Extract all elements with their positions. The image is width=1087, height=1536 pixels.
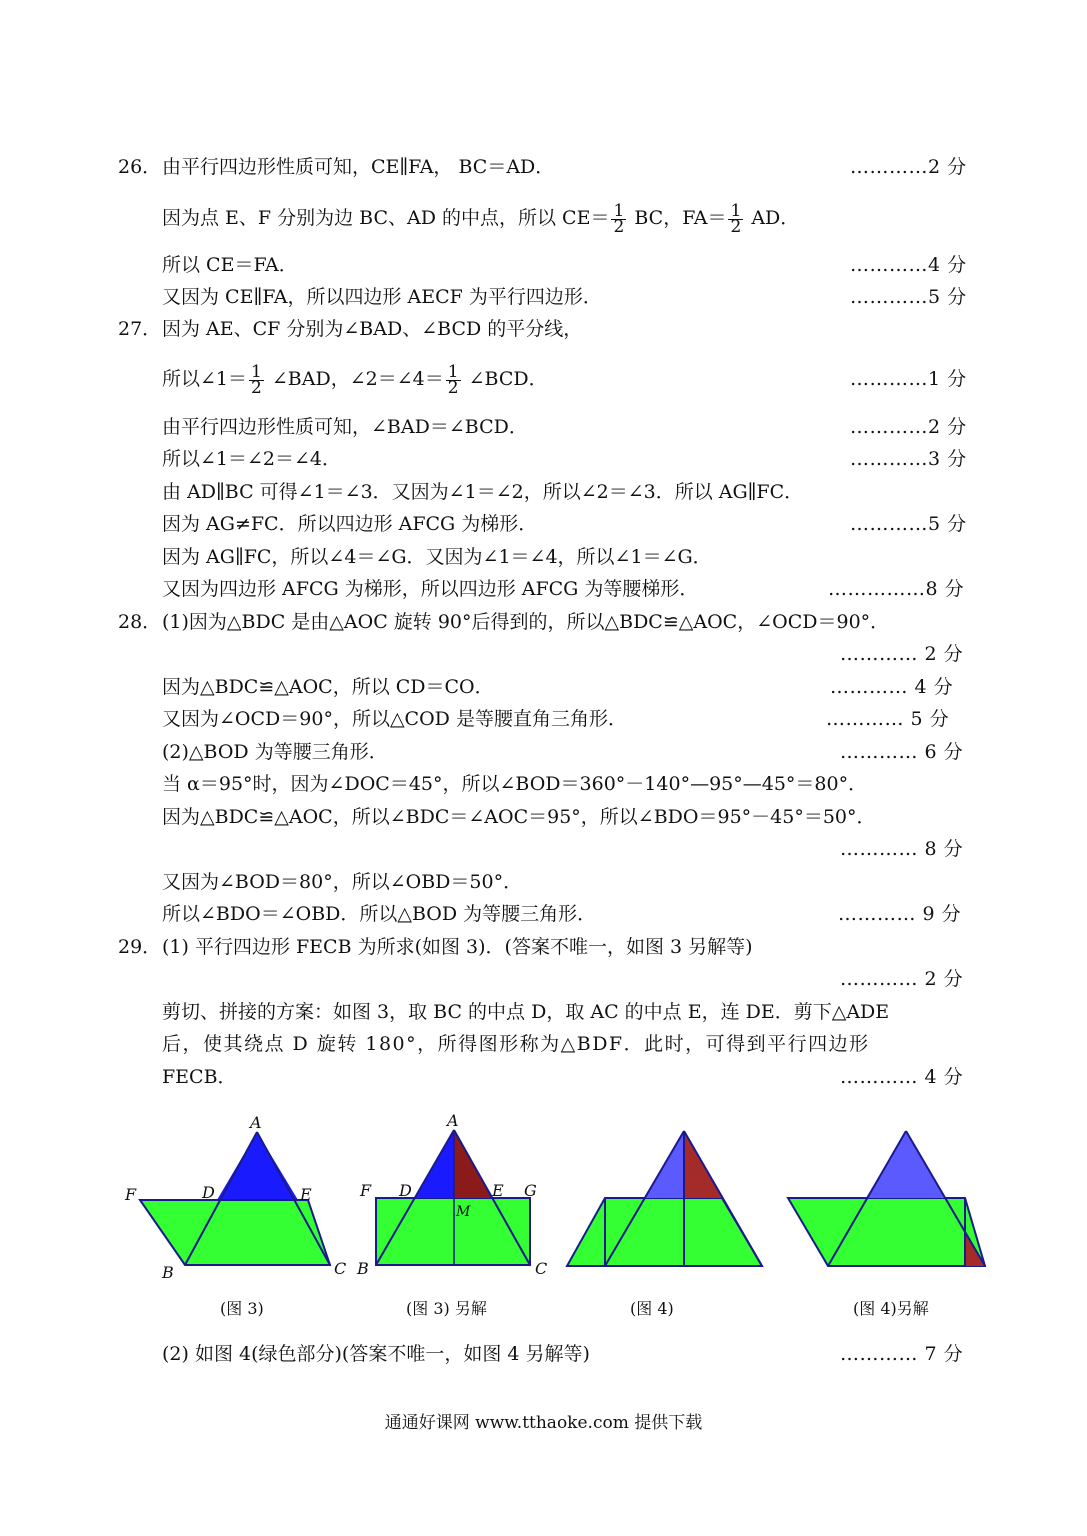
q28-text-10: 所以∠BDO＝∠OBD．所以△BOD 为等腰三角形． (162, 903, 597, 925)
label-b: B (162, 1263, 174, 1282)
label-g: G (524, 1181, 537, 1200)
label-b: B (357, 1259, 369, 1278)
figures-svg (0, 1108, 1087, 1308)
label-c: C (535, 1259, 548, 1278)
q27-line-3 (0, 413, 1087, 441)
q27-line-8 (0, 575, 1087, 603)
q29-line-6 (0, 1340, 1087, 1368)
score: …………2 分 (850, 156, 967, 178)
score: …………5 分 (850, 286, 967, 308)
question-number: 28． (118, 611, 162, 633)
score: …………5 分 (850, 513, 967, 535)
q29-text-6: (2) 如图 4(绿色部分)(答案不唯一，如图 4 另解等) (162, 1343, 590, 1365)
q26-line-4 (0, 283, 1087, 311)
q27-text-1: 因为 AE、CF 分别为∠BAD、∠BCD 的平分线， (162, 318, 583, 340)
q27-text-2a: 所以∠1＝ (162, 368, 248, 390)
fraction-half: $\frac{1}{2}$ (251, 361, 262, 398)
q26-text-2b: BC，FA＝ (628, 207, 727, 229)
q27-line-1 (0, 315, 1087, 343)
q27-line-6 (0, 510, 1087, 538)
score: …………4 分 (850, 254, 967, 276)
label-d: D (399, 1181, 412, 1200)
score: ………… 8 分 (840, 838, 964, 860)
score: ……………8 分 (828, 578, 965, 600)
score: ………… 5 分 (826, 708, 950, 730)
figure-3 (124, 1113, 346, 1282)
q29-text-3: 剪切、拼接的方案：如图 3，取 BC 的中点 D，取 AC 的中点 E，连 DE．剪下△ADE (162, 1001, 890, 1023)
q27-text-2c: ∠BCD． (462, 368, 548, 390)
q27-line-5 (0, 478, 1087, 506)
score: ………… 2 分 (840, 643, 964, 665)
figure-caption: (图 4)另解 (853, 1299, 929, 1318)
question-number: 29． (118, 936, 162, 958)
label-a: A (447, 1111, 459, 1130)
q27-line-2 (0, 362, 1087, 396)
q26-line-2 (0, 201, 1087, 235)
figure-caption: (图 4) (630, 1299, 674, 1318)
q29-line-3 (0, 998, 1087, 1026)
q28-text-5: (2)△BOD 为等腰三角形． (162, 741, 388, 763)
q26-line-3 (0, 251, 1087, 279)
q26-text-1: 由平行四边形性质可知，CE∥FA， BC＝AD． (162, 156, 555, 178)
q28-line-7 (0, 803, 1087, 831)
fraction-half: $\frac{1}{2}$ (613, 200, 625, 237)
q26-text-2a: 因为点 E、F 分别为边 BC、AD 的中点，所以 CE＝ (162, 207, 610, 229)
q28-line-2 (0, 640, 1087, 668)
q29-line-4 (0, 1030, 1087, 1058)
q27-text-7: 因为 AG∥FC，所以∠4＝∠G．又因为∠1＝∠4，所以∠1＝∠G． (162, 546, 712, 568)
q28-line-1 (0, 608, 1087, 636)
q28-line-8 (0, 835, 1087, 863)
label-e: E (300, 1185, 312, 1204)
score: …………2 分 (850, 416, 967, 438)
q28-line-4 (0, 705, 1087, 733)
label-f: F (360, 1181, 372, 1200)
q27-line-4 (0, 445, 1087, 473)
figure-3-alt (356, 1111, 547, 1278)
q29-text-4: 后，使其绕点 D 旋转 180°，所得图形称为△BDF．此时，可得到平行四边形 (162, 1033, 870, 1055)
score: ………… 2 分 (840, 968, 964, 990)
q29-text-1: (1) 平行四边形 FECB 为所求(如图 3)．(答案不唯一，如图 3 另解等) (162, 936, 753, 958)
green-rectangle (376, 1198, 530, 1265)
fraction-half: $\frac{1}{2}$ (730, 200, 742, 237)
q28-line-3 (0, 673, 1087, 701)
q28-line-6 (0, 770, 1087, 798)
q28-text-7: 因为△BDC≌△AOC，所以∠BDC＝∠AOC＝95°，所以∠BDO＝95°－45°＝50°． (162, 806, 876, 828)
score: …………1 分 (850, 368, 967, 390)
q28-text-4: 又因为∠OCD＝90°，所以△COD 是等腰直角三角形． (162, 708, 627, 730)
score: ………… 9 分 (838, 903, 962, 925)
label-d: D (202, 1183, 215, 1202)
q27-text-2b: ∠BAD，∠2＝∠4＝ (265, 368, 444, 390)
q29-line-2 (0, 965, 1087, 993)
q27-text-3: 由平行四边形性质可知，∠BAD＝∠BCD． (162, 416, 528, 438)
q28-line-10 (0, 900, 1087, 928)
figure-4-alt (788, 1131, 985, 1266)
question-number: 26． (118, 156, 162, 178)
label-c: C (334, 1259, 347, 1278)
q28-text-6: 当 α＝95°时，因为∠DOC＝45°，所以∠BOD＝360°－140°—95°—45°＝80°． (162, 773, 868, 795)
figure-caption: (图 3) 另解 (406, 1299, 487, 1318)
q26-text-2c: AD． (745, 207, 800, 229)
score: ………… 7 分 (840, 1343, 964, 1365)
q28-text-3: 因为△BDC≌△AOC，所以 CD＝CO． (162, 676, 494, 698)
q28-text-9: 又因为∠BOD＝80°，所以∠OBD＝50°． (162, 871, 523, 893)
q29-text-5: FECB． (162, 1066, 237, 1088)
green-region (788, 1198, 985, 1266)
score: ………… 4 分 (830, 676, 954, 698)
score: ………… 6 分 (840, 741, 964, 763)
q29-line-5 (0, 1063, 1087, 1091)
figure-4 (567, 1131, 762, 1266)
q29-line-1 (0, 933, 1087, 961)
q27-text-8: 又因为四边形 AFCG 为梯形，所以四边形 AFCG 为等腰梯形． (162, 578, 699, 600)
q28-line-9 (0, 868, 1087, 896)
green-region (567, 1198, 762, 1266)
label-m: M (456, 1204, 471, 1220)
q28-text-1: (1)因为△BDC 是由△AOC 旋转 90°后得到的，所以△BDC≌△AOC，∠OCD＝90°． (162, 611, 890, 633)
score: ………… 4 分 (840, 1066, 964, 1088)
q27-text-4: 所以∠1＝∠2＝∠4． (162, 448, 342, 470)
score: …………3 分 (850, 448, 967, 470)
q27-line-7 (0, 543, 1087, 571)
blue-triangle (217, 1132, 298, 1200)
green-parallelogram (140, 1200, 330, 1265)
q28-line-5 (0, 738, 1087, 766)
q26-text-3: 所以 CE＝FA． (162, 254, 298, 276)
question-number: 27． (118, 318, 162, 340)
label-f: F (125, 1185, 137, 1204)
figure-caption: (图 3) (220, 1299, 264, 1318)
label-e: E (492, 1181, 504, 1200)
footer: 通通好课网 www.tthaoke.com 提供下载 (384, 1413, 703, 1433)
q27-text-5: 由 AD∥BC 可得∠1＝∠3．又因为∠1＝∠2，所以∠2＝∠3．所以 AG∥FC． (162, 481, 804, 503)
q26-text-4: 又因为 CE∥FA，所以四边形 AECF 为平行四边形． (162, 286, 602, 308)
q27-text-6: 因为 AG≠FC．所以四边形 AFCG 为梯形． (162, 513, 538, 535)
blue-triangle (866, 1131, 945, 1198)
label-a: A (250, 1113, 262, 1132)
q26-line-1 (0, 153, 1087, 181)
fraction-half: $\frac{1}{2}$ (447, 361, 459, 398)
